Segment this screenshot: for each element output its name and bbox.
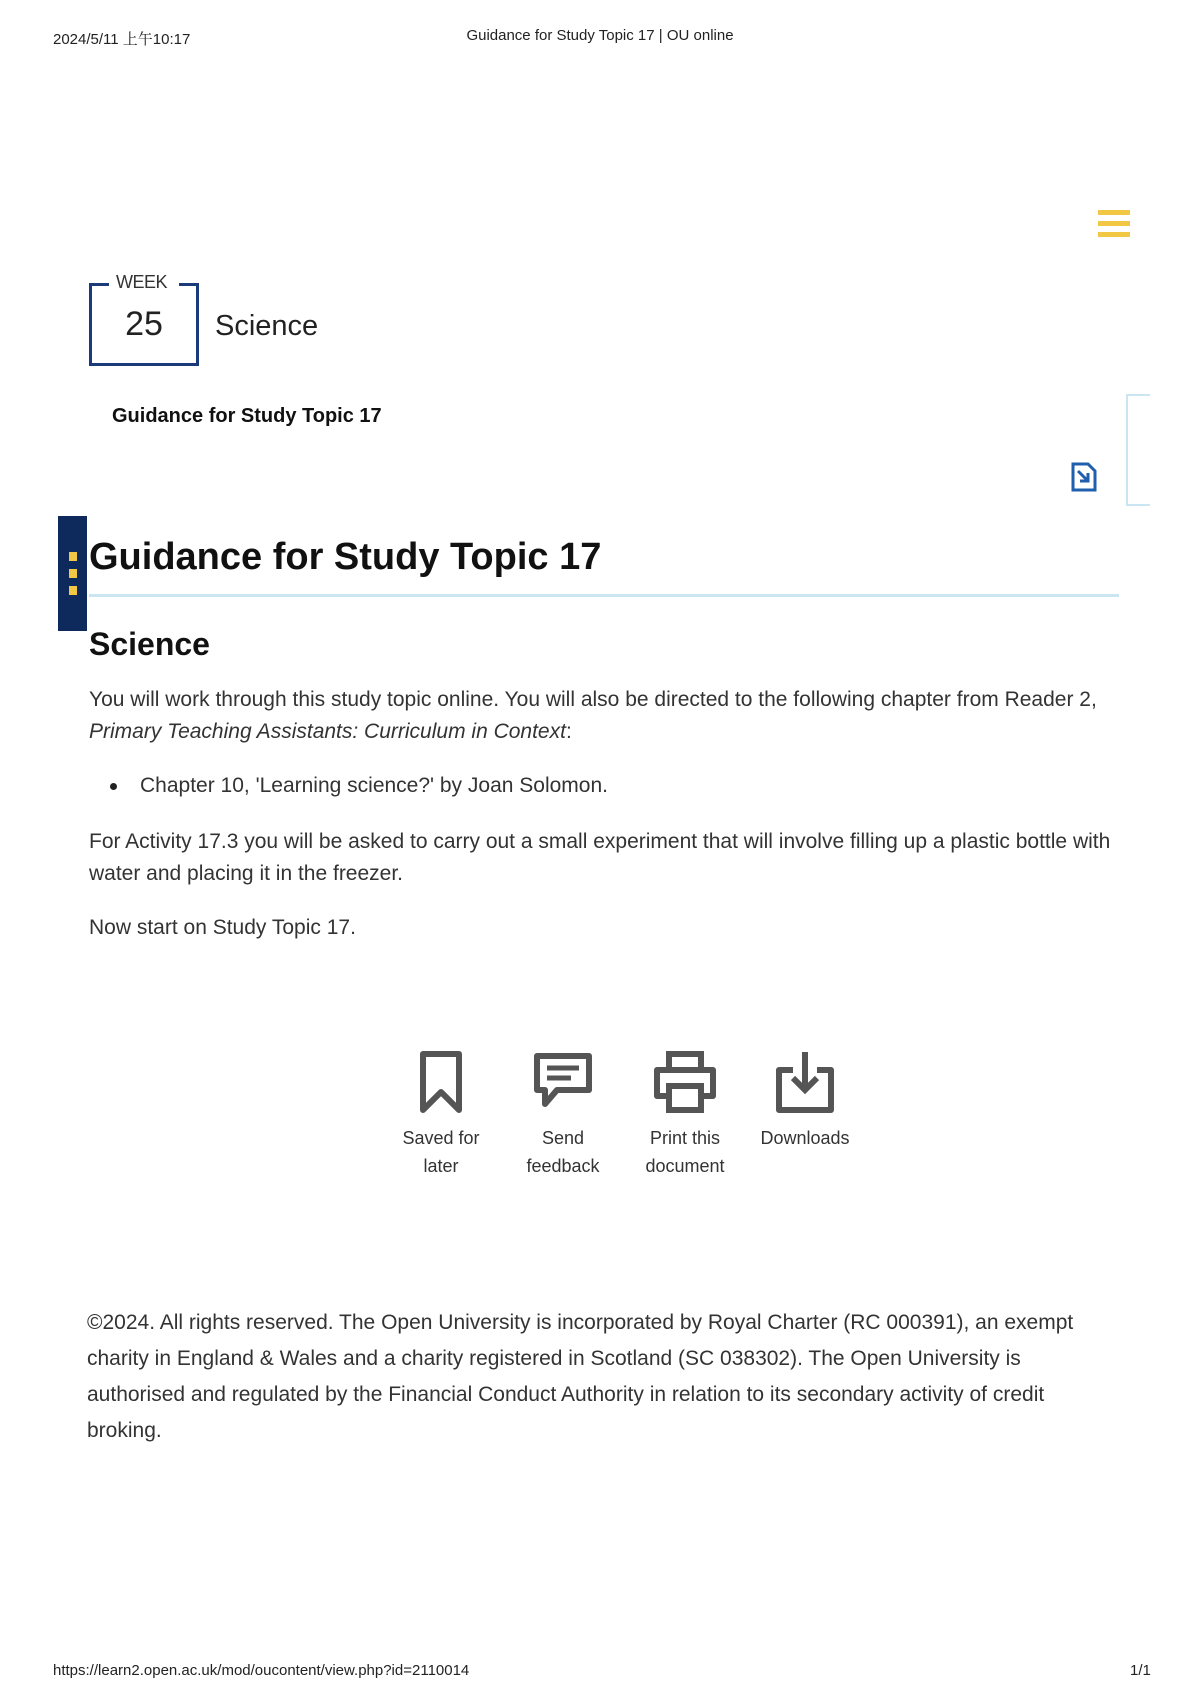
feedback-label-line1: Send	[541, 1128, 585, 1148]
print-page-title: Guidance for Study Topic 17 | OU online	[466, 27, 734, 44]
save-label-line1: Saved for	[402, 1128, 480, 1148]
speech-bubble-icon	[531, 1050, 595, 1114]
print-label-line2: document	[645, 1156, 725, 1176]
bookmark-icon	[419, 1050, 463, 1114]
print-page-number: 1/1	[1130, 1662, 1151, 1679]
activity-paragraph: For Activity 17.3 you will be asked to carry out a small experiment that will involve filling up a plastic bottle with water and placing it in the freezer.	[89, 830, 1111, 885]
print-label-line1: Print this	[649, 1128, 721, 1148]
week-number: 25	[125, 305, 163, 343]
hamburger-menu-icon[interactable]	[1098, 210, 1130, 240]
week-subject[interactable]: Science	[215, 310, 319, 342]
downloads-button[interactable]	[745, 1050, 865, 1152]
section-nav-toggle[interactable]	[58, 516, 87, 631]
section-heading: Science	[89, 626, 210, 662]
feedback-label-line2: feedback	[526, 1156, 600, 1176]
start-paragraph: Now start on Study Topic 17.	[89, 916, 356, 939]
list-item: Chapter 10, 'Learning science?' by Joan Solomon.	[140, 774, 608, 797]
print-document-button[interactable]	[625, 1050, 745, 1180]
side-panel-tab[interactable]	[1126, 394, 1150, 506]
print-date: 2024/5/11 上午10:17	[53, 31, 191, 48]
printer-icon	[653, 1050, 717, 1114]
page-title: Guidance for Study Topic 17	[89, 536, 602, 578]
copyright-notice: ©2024. All rights reserved. The Open University is incorporated by Royal Charter (RC 000391), an exempt charity in England & Wales and a charity registered in Scotland (SC 038302). The Open University is authorised and regulated by the Financial Conduct Authority in relation to its secondary activity of credit broking.	[87, 1311, 1074, 1442]
download-tray-icon	[773, 1050, 837, 1114]
intro-colon: :	[565, 720, 572, 743]
document-download-icon[interactable]	[1071, 462, 1097, 492]
send-feedback-button[interactable]	[503, 1050, 623, 1180]
intro-paragraph	[89, 684, 1129, 748]
save-for-later-button[interactable]	[381, 1050, 501, 1180]
downloads-label: Downloads	[760, 1128, 850, 1148]
reader-title: Primary Teaching Assistants: Curriculum in Context	[89, 720, 566, 743]
intro-text: You will work through this study topic online. You will also be directed to the following chapter from Reader 2,	[89, 688, 1097, 711]
title-divider	[89, 594, 1119, 597]
breadcrumb-title: Guidance for Study Topic 17	[112, 405, 382, 427]
bullet-marker	[110, 783, 117, 790]
save-label-line2: later	[423, 1156, 459, 1176]
print-url: https://learn2.open.ac.uk/mod/oucontent/view.php?id=2110014	[53, 1662, 470, 1679]
week-label: WEEK	[116, 272, 168, 292]
